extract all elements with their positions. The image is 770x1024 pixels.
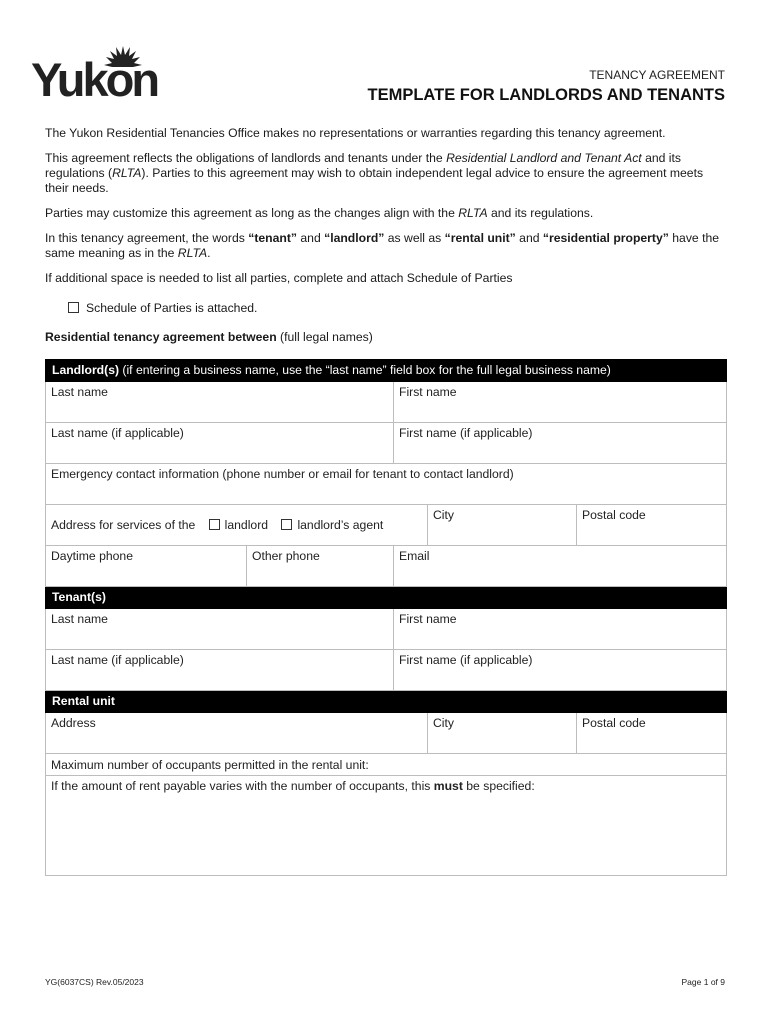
text-run: If additional space is needed to list all parties, complete and attach Schedule of Parties — [45, 271, 513, 285]
additional-space-paragraph — [45, 271, 727, 286]
landlord-header-note: (if entering a business name, use the “last name” field box for the full legal business name) — [119, 363, 611, 377]
field-label: City — [433, 508, 454, 522]
term-rental-unit: “rental unit” — [444, 231, 516, 245]
field-label: City — [433, 716, 454, 730]
landlord-city-field[interactable] — [428, 505, 577, 546]
intro-section — [45, 126, 727, 296]
field-label: Email — [399, 549, 430, 563]
text-run: and its regulations. — [487, 206, 594, 220]
field-label: First name (if applicable) — [399, 653, 533, 667]
document-kind: TENANCY AGREEMENT — [589, 68, 725, 82]
obligations-paragraph — [45, 151, 727, 196]
tenant-section-header — [46, 587, 727, 609]
option-label: landlord — [224, 518, 269, 532]
customize-paragraph — [45, 206, 727, 221]
landlord-checkbox[interactable] — [209, 519, 220, 530]
tenant-last-name-2-field[interactable] — [46, 650, 394, 691]
logo-wordmark: Yukon — [31, 53, 158, 106]
field-label: Other phone — [252, 549, 320, 563]
agent-checkbox[interactable] — [281, 519, 292, 530]
landlord-last-name-2-field[interactable] — [46, 423, 394, 464]
field-label: Address — [51, 716, 96, 730]
agreement-form-table — [45, 359, 727, 876]
yukon-logo — [31, 44, 171, 104]
page-number: Page 1 of 9 — [681, 977, 725, 987]
rlta-abbrev: RLTA — [177, 246, 208, 260]
page-title: TEMPLATE FOR LANDLORDS AND TENANTS — [367, 86, 725, 104]
emergency-contact-field[interactable] — [46, 464, 727, 505]
text-run: as well as — [384, 231, 445, 245]
rental-unit-header: Rental unit — [52, 694, 115, 708]
max-occupants-field[interactable] — [46, 754, 727, 776]
service-address-field[interactable] — [46, 505, 428, 546]
landlord-header-bold: Landlord(s) — [52, 363, 120, 377]
rlta-abbrev: RLTA — [458, 206, 488, 220]
field-label: Emergency contact information (phone number or email for tenant to contact landlord) — [51, 467, 514, 481]
field-label: First name — [399, 385, 457, 399]
landlord-section-header — [46, 360, 727, 382]
field-label: Maximum number of occupants permitted in the rental unit: — [51, 758, 369, 772]
text-run: and — [515, 231, 543, 245]
field-label: Last name — [51, 385, 108, 399]
landlord-first-name-field[interactable] — [394, 382, 727, 423]
other-phone-field[interactable] — [247, 546, 394, 587]
field-label: Daytime phone — [51, 549, 133, 563]
term-tenant: “tenant” — [248, 231, 297, 245]
field-label: Postal code — [582, 716, 646, 730]
text-run: This agreement reflects the obligations of landlords and tenants under the — [45, 151, 447, 165]
field-label-emphasis: must — [433, 779, 463, 793]
email-field[interactable] — [394, 546, 727, 587]
option-landlords-agent[interactable] — [281, 518, 383, 532]
schedule-attached-label: Schedule of Parties is attached. — [86, 301, 258, 315]
schedule-attached-option[interactable] — [68, 301, 257, 315]
disclaimer-paragraph — [45, 126, 727, 141]
tenant-first-name-2-field[interactable] — [394, 650, 727, 691]
text-run: and — [297, 231, 325, 245]
option-label: landlord’s agent — [297, 518, 384, 532]
rlta-abbrev: RLTA — [112, 166, 142, 180]
rental-postal-code-field[interactable] — [577, 713, 727, 754]
tenant-first-name-field[interactable] — [394, 609, 727, 650]
field-label: Last name (if applicable) — [51, 426, 184, 440]
rent-varies-field[interactable] — [46, 776, 727, 876]
option-landlord[interactable] — [209, 518, 268, 532]
disclaimer-text: The Yukon Residential Tenancies Office makes no representations or warranties regarding this tenancy agreement. — [45, 126, 666, 140]
parties-heading-bold: Residential tenancy agreement between — [45, 330, 277, 344]
field-label: Address for services of the — [51, 518, 196, 532]
parties-heading — [45, 330, 373, 344]
tenant-header: Tenant(s) — [52, 590, 106, 604]
rental-unit-section-header — [46, 691, 727, 713]
definitions-paragraph — [45, 231, 727, 261]
schedule-attached-checkbox[interactable] — [68, 302, 79, 313]
term-landlord: “landlord” — [324, 231, 385, 245]
text-run: and its regulations ( — [45, 151, 681, 180]
daytime-phone-field[interactable] — [46, 546, 247, 587]
form-code: YG(6037CS) Rev.05/2023 — [45, 977, 144, 987]
text-run: In this tenancy agreement, the words — [45, 231, 249, 245]
text-run: . — [207, 246, 211, 260]
landlord-first-name-2-field[interactable] — [394, 423, 727, 464]
field-label: Last name — [51, 612, 108, 626]
field-label: be specified: — [462, 779, 535, 793]
text-run: ). Parties to this agreement may wish to obtain independent legal advice to ensure the agreement meets their needs. — [45, 166, 704, 195]
rental-city-field[interactable] — [428, 713, 577, 754]
text-run: have the same meaning as in the — [45, 231, 720, 260]
landlord-postal-code-field[interactable] — [577, 505, 727, 546]
rental-address-field[interactable] — [46, 713, 428, 754]
act-name: Residential Landlord and Tenant Act — [446, 151, 642, 165]
landlord-last-name-field[interactable] — [46, 382, 394, 423]
field-label: First name — [399, 612, 457, 626]
field-label: First name (if applicable) — [399, 426, 533, 440]
term-residential-property: “residential property” — [542, 231, 669, 245]
parties-heading-note: (full legal names) — [276, 330, 373, 344]
field-label: Postal code — [582, 508, 646, 522]
field-label: If the amount of rent payable varies with the number of occupants, this — [51, 779, 434, 793]
tenant-last-name-field[interactable] — [46, 609, 394, 650]
text-run: Parties may customize this agreement as long as the changes align with the — [45, 206, 459, 220]
field-label: Last name (if applicable) — [51, 653, 184, 667]
